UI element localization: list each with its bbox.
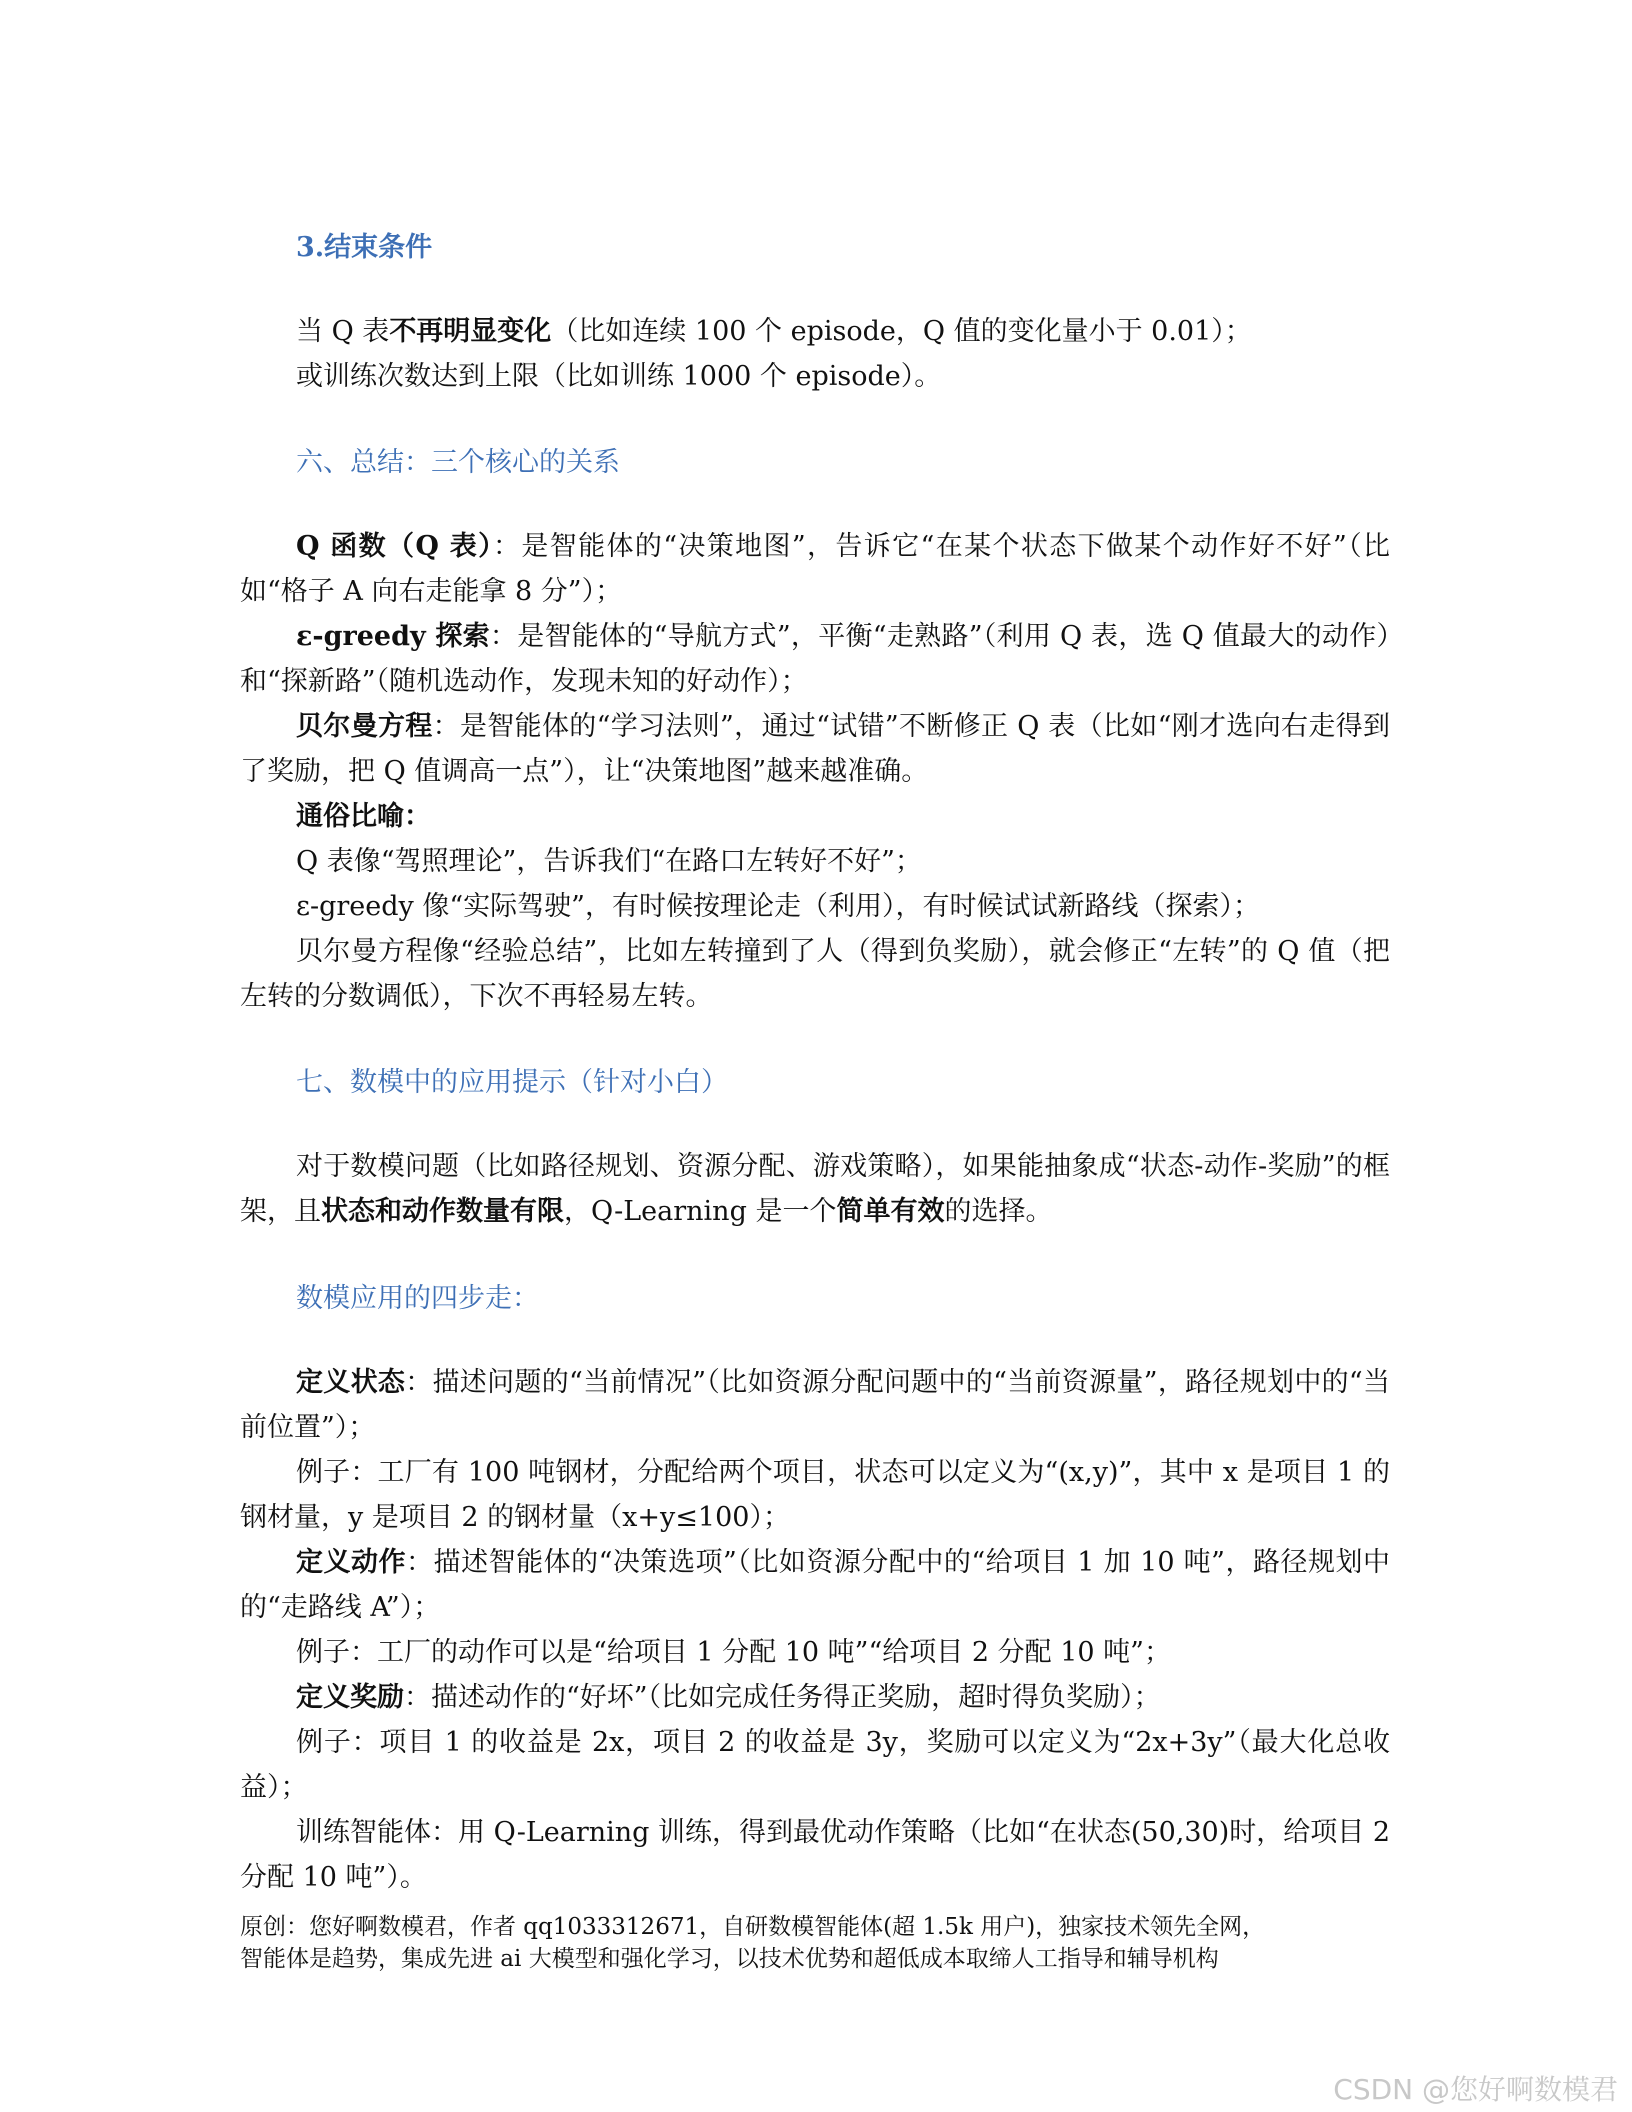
footer-line-1: 原创：您好啊数模君，作者 qq1033312671，自研数模智能体(超 1.5k 用户)，独家技术领先全网，: [240, 1914, 1266, 1940]
footer-line-2: 智能体是趋势，集成先进 ai 大模型和强化学习，以技术优势和超低成本取缔人工指导和辅导机构: [240, 1946, 1219, 1972]
text-run: 当 Q 表: [296, 316, 390, 347]
paragraph-bellman: [240, 704, 1390, 794]
csdn-watermark: CSDN @您好啊数模君: [1333, 2073, 1618, 2106]
paragraph-define-state: [240, 1360, 1390, 1450]
paragraph-epsilon-greedy: [240, 614, 1390, 704]
bold-term: 定义状态: [296, 1367, 406, 1398]
text-run: ：是智能体的“导航方式”，平衡“走熟路”（利用 Q 表，选 Q 值最大的动作）和“探新路”（随机选动作，发现未知的好动作）；: [240, 621, 1390, 697]
bold-term: 贝尔曼方程: [296, 711, 433, 742]
bold-term: 通俗比喻：: [296, 801, 431, 832]
section-heading-four-steps: 数模应用的四步走：: [296, 1283, 539, 1314]
text-run: ：描述问题的“当前情况”（比如资源分配问题中的“当前资源量”，路径规划中的“当前位置”）；: [240, 1367, 1391, 1443]
section-heading-summary: 六、总结：三个核心的关系: [296, 447, 620, 478]
paragraph-application: [240, 1144, 1390, 1234]
text-run: 的选择。: [944, 1196, 1053, 1227]
text-run: ：描述动作的“好坏”（比如完成任务得正奖励，超时得负奖励）；: [404, 1682, 1161, 1713]
paragraph-analogy-1: Q 表像“驾照理论”，告诉我们“在路口左转好不好”；: [296, 846, 922, 877]
paragraph-train-agent: 训练智能体：用 Q-Learning 训练，得到最优动作策略（比如“在状态(50,30)时，给项目 2 分配 10 吨”）。: [240, 1817, 1390, 1893]
text-run: ：是智能体的“学习法则”，通过“试错”不断修正 Q 表（比如“刚才选向右走得到了奖励，把 Q 值调高一点”），让“决策地图”越来越准确。: [240, 711, 1390, 787]
paragraph-define-reward: [240, 1675, 1390, 1720]
bold-term: 不再明显变化: [389, 316, 552, 347]
bold-term: 状态和动作数量有限: [321, 1196, 564, 1227]
paragraph-analogy-3: 贝尔曼方程像“经验总结”，比如左转撞到了人（得到负奖励），就会修正“左转”的 Q 值（把左转的分数调低），下次不再轻易左转。: [240, 936, 1390, 1012]
paragraph-action-example: 例子：工厂的动作可以是“给项目 1 分配 10 吨”“给项目 2 分配 10 吨”；: [296, 1637, 1171, 1668]
text-run: ，Q-Learning 是一个: [564, 1196, 837, 1227]
section-heading-end-condition: 3.结束条件: [296, 232, 433, 263]
paragraph-q-function: [240, 524, 1390, 614]
paragraph-state-example: 例子：工厂有 100 吨钢材，分配给两个项目，状态可以定义为“(x,y)”，其中 x 是项目 1 的钢材量，y 是项目 2 的钢材量（x+y≤100）；: [240, 1457, 1390, 1533]
bold-term: 定义奖励: [296, 1682, 404, 1713]
paragraph-analogy-2: ε-greedy 像“实际驾驶”，有时候按理论走（利用），有时候试试新路线（探索）；: [296, 891, 1260, 922]
paragraph-reward-example: 例子：项目 1 的收益是 2x，项目 2 的收益是 3y，奖励可以定义为“2x+3y”（最大化总收益）；: [240, 1727, 1390, 1803]
paragraph-analogy-label: [240, 794, 1390, 839]
paragraph-end-condition-1: [240, 309, 1390, 354]
bold-term: ε-greedy 探索: [296, 621, 490, 652]
text-run: 对于数模问题（比如路径规划、资源分配、游戏策略），如果能抽象成“状态-动作-奖励”的框架，且: [240, 1151, 1390, 1227]
bold-term: 简单有效: [836, 1196, 945, 1227]
section-heading-application: 七、数模中的应用提示（针对小白）: [296, 1067, 728, 1098]
bold-term: Q 函数（Q 表）: [296, 531, 493, 562]
text-run: ：描述智能体的“决策选项”（比如资源分配中的“给项目 1 加 10 吨”，路径规划中的“走路线 A”）；: [240, 1547, 1391, 1623]
paragraph-define-action: [240, 1540, 1390, 1630]
text-run: （比如连续 100 个 episode，Q 值的变化量小于 0.01）；: [551, 316, 1252, 347]
paragraph-end-condition-2: 或训练次数达到上限（比如训练 1000 个 episode）。: [296, 361, 942, 392]
text-run: ：是智能体的“决策地图”，告诉它“在某个状态下做某个动作好不好”（比如“格子 A 向右走能拿 8 分”）；: [240, 531, 1390, 607]
bold-term: 定义动作: [296, 1547, 407, 1578]
